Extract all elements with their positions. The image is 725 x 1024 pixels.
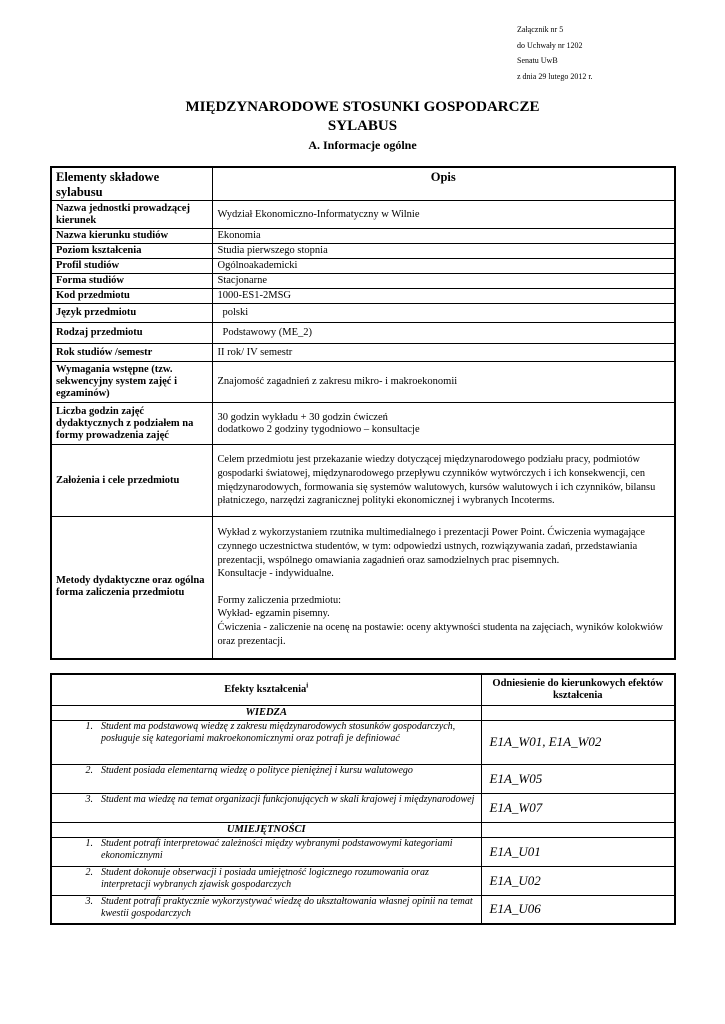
row-reference: E1A_W07 xyxy=(481,793,675,822)
row-number: 2. xyxy=(51,764,97,793)
row-label: Nazwa jednostki prowadzącej kierunek xyxy=(51,201,212,229)
document-subtitle: SYLABUS xyxy=(327,118,398,134)
row-value xyxy=(212,403,675,445)
category-empty-cell xyxy=(481,822,675,837)
category-empty-cell xyxy=(481,705,675,720)
row-reference: E1A_W05 xyxy=(481,764,675,793)
header-cell-reference: Odniesienie do kierunkowych efektów kształcenia xyxy=(481,674,675,705)
row-number: 3. xyxy=(51,793,97,822)
learning-outcomes-table xyxy=(50,673,676,925)
value-line: dodatkowo 2 godziny tygodniowo – konsultacje xyxy=(217,423,420,435)
row-value xyxy=(212,517,675,659)
table-row xyxy=(51,304,675,323)
table-header-row xyxy=(51,167,675,201)
annex-line: Załącznik nr 5 xyxy=(517,25,564,34)
value-paragraph: Konsultacje - indywidualne. xyxy=(217,568,334,580)
header-label: Efekty kształcenia xyxy=(224,683,307,695)
row-number: 1. xyxy=(51,720,97,764)
row-value: Ogólnoakademicki xyxy=(212,259,675,274)
footnote-marker: i xyxy=(306,681,309,690)
general-info-table xyxy=(50,166,676,660)
row-value: II rok/ IV semestr xyxy=(212,344,675,362)
category-label: UMIEJĘTNOŚCI xyxy=(51,822,481,837)
row-value: Celem przedmiotu jest przekazanie wiedzy dotyczącej międzynarodowego podziału pracy, podmiotów gospodarki światowej, międzynarodowego przepływu czynników wytwórczych i ich konsekwencji, cen międzynarodowych, formowania się systemów walutowych, kursów walutowych i ich czynników, bilansu płatniczego, narzędzi zagranicznej polityki ekonomicznej i wybranych Incoterms. xyxy=(212,445,675,517)
row-value: Znajomość zagadnień z zakresu mikro- i makroekonomii xyxy=(212,362,675,403)
annex-line: Senatu UwB xyxy=(517,56,558,65)
row-text: Student posiada elementarną wiedzę o polityce pieniężnej i kursu walutowego xyxy=(97,764,481,793)
row-label: Profil studiów xyxy=(51,259,212,274)
row-reference: E1A_U06 xyxy=(481,895,675,924)
row-label: Forma studiów xyxy=(51,274,212,289)
row-number: 1. xyxy=(51,837,97,866)
row-value: Podstawowy (ME_2) xyxy=(212,323,675,344)
row-value: Studia pierwszego stopnia xyxy=(212,244,675,259)
value-paragraph: Ćwiczenia - zaliczenie na ocenę na postawie: oceny aktywności studenta na zajęciach, wyników kolokwiów oraz prezentacji. xyxy=(217,621,663,647)
table-row xyxy=(51,201,675,229)
value-line: 30 godzin wykładu + 30 godzin ćwiczeń xyxy=(217,411,388,423)
table-row xyxy=(51,289,675,304)
category-label: WIEDZA xyxy=(51,705,481,720)
row-label: Poziom kształcenia xyxy=(51,244,212,259)
annex-line: z dnia 29 lutego 2012 r. xyxy=(517,71,593,81)
document-title: MIĘDZYNARODOWE STOSUNKI GOSPODARCZE xyxy=(185,99,540,115)
table-row xyxy=(51,445,675,517)
row-reference: E1A_U02 xyxy=(481,866,675,895)
row-text: Student ma wiedzę na temat organizacji funkcjonujących w skali krajowej i międzynarodowej xyxy=(97,793,481,822)
row-value: Wydział Ekonomiczno-Informatyczny w Wilnie xyxy=(212,201,675,229)
row-label: Rok studiów /semestr xyxy=(51,344,212,362)
row-value: Ekonomia xyxy=(212,229,675,244)
table-row xyxy=(51,793,675,822)
row-text: Student potrafi praktycznie wykorzystywać wiedzę do ukształtowania własnej opinii na temat kwestii gospodarczych xyxy=(97,895,481,924)
row-number: 3. xyxy=(51,895,97,924)
row-label: Liczba godzin zajęć dydaktycznych z podziałem na formy prowadzenia zajęć xyxy=(51,403,212,445)
table-row xyxy=(51,895,675,924)
row-reference: E1A_W01, E1A_W02 xyxy=(481,720,675,764)
table-row xyxy=(51,229,675,244)
section-heading: A. Informacje ogólne xyxy=(308,138,417,152)
row-text: Student ma podstawową wiedzę z zakresu międzynarodowych stosunków gospodarczych, posługuje się kategoriami makroekonomicznymi oraz potrafi je definiować xyxy=(97,720,481,764)
row-label: Kod przedmiotu xyxy=(51,289,212,304)
row-label: Nazwa kierunku studiów xyxy=(51,229,212,244)
category-row xyxy=(51,705,675,720)
row-label: Język przedmiotu xyxy=(51,304,212,323)
table-row xyxy=(51,344,675,362)
header-cell-description: Opis xyxy=(212,167,675,201)
table-row xyxy=(51,323,675,344)
row-label: Założenia i cele przedmiotu xyxy=(51,445,212,517)
value-paragraph: Wykład z wykorzystaniem rzutnika multimedialnego i prezentacji Power Point. Ćwiczenia wymagające czynnego uczestnictwa studentów, w tym: odpowiedzi ustnych, rozwiązywania zadań, przedstawiania prezentacji, wspólnego omawiania zagadnień oraz samodzielnych prac pisemnych. xyxy=(217,527,645,566)
value-paragraph: Wykład- egzamin pisemny. xyxy=(217,608,330,620)
table-row xyxy=(51,362,675,403)
row-text: Student potrafi interpretować zależności między wybranymi podstawowymi kategoriami ekonomicznymi xyxy=(97,837,481,866)
row-label: Wymagania wstępne (tzw. sekwencyjny system zajęć i egzaminów) xyxy=(51,362,212,403)
table-row xyxy=(51,259,675,274)
row-value: Stacjonarne xyxy=(212,274,675,289)
row-number: 2. xyxy=(51,866,97,895)
table-row xyxy=(51,274,675,289)
row-reference: E1A_U01 xyxy=(481,837,675,866)
row-label: Metody dydaktyczne oraz ogólna forma zaliczenia przedmiotu xyxy=(51,517,212,659)
annex-line: do Uchwały nr 1202 xyxy=(517,40,583,50)
row-text: Student dokonuje obserwacji i posiada umiejętność logicznego rozumowania oraz interpretacji wybranych zjawisk gospodarczych xyxy=(97,866,481,895)
table-row xyxy=(51,837,675,866)
table-row xyxy=(51,517,675,659)
table-row xyxy=(51,866,675,895)
header-cell-elements: Elementy składowe sylabusu xyxy=(51,167,212,201)
row-value: 1000-ES1-2MSG xyxy=(212,289,675,304)
header-cell-effects xyxy=(51,674,481,705)
annex-note xyxy=(517,22,593,84)
category-row xyxy=(51,822,675,837)
row-value: polski xyxy=(212,304,675,323)
table-row xyxy=(51,244,675,259)
value-paragraph: Formy zaliczenia przedmiotu: xyxy=(217,594,342,606)
table-row xyxy=(51,764,675,793)
table-row xyxy=(51,720,675,764)
table-row xyxy=(51,403,675,445)
table-header-row xyxy=(51,674,675,705)
row-label: Rodzaj przedmiotu xyxy=(51,323,212,344)
